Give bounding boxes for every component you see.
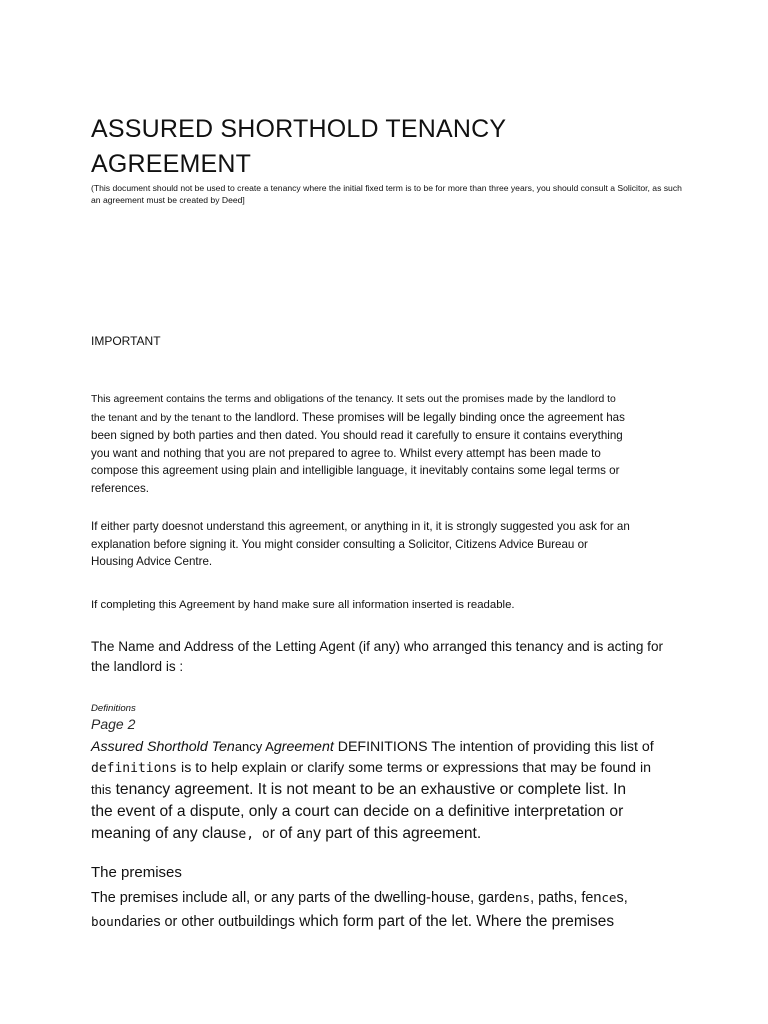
intro-line-1: This agreement contains the terms and obligations of the tenancy. It sets out the promises made by the landlord to <box>91 394 616 405</box>
defs-line-1 <box>91 736 691 758</box>
premises-line-1b: ns <box>514 890 531 905</box>
intro-line-2b: the landlord. These promises will be legally binding once the agreement has <box>231 410 625 424</box>
definitions-label: Definitions <box>91 703 136 714</box>
defs-line-5e: y part of this agreement. <box>313 825 482 842</box>
advice-paragraph <box>91 518 681 571</box>
page-number: Page 2 <box>91 716 136 732</box>
important-heading: IMPORTANT <box>91 334 161 348</box>
advice-line-3: Housing Advice Centre. <box>91 555 213 568</box>
premises-paragraph <box>91 886 691 934</box>
intro-line-2a: the tenant and by the tenant to <box>91 412 232 424</box>
document-title <box>91 112 651 182</box>
premises-line-1d: ce <box>601 890 617 905</box>
premises-line-2b: daries or other outbuildings <box>121 914 295 930</box>
advice-line-2: explanation before signing it. You might consider consulting a Solicitor, Citizens Advice Bureau or <box>91 537 588 551</box>
intro-line-6: references. <box>91 481 149 495</box>
definitions-paragraph <box>91 736 691 846</box>
title-line-1: ASSURED SHORTHOLD TENANCY <box>91 115 507 143</box>
defs-line-2a: definitions <box>91 761 178 776</box>
defs-line-5 <box>91 823 691 846</box>
letting-agent-line-1: The Name and Address of the Letting Agent (if any) who arranged this tenancy and is acting for <box>91 639 664 654</box>
letting-agent-line-2: the landlord is : <box>91 659 184 674</box>
defs-line-5a: meaning of any claus <box>91 825 239 842</box>
defs-line-1a: Assured Shorthold Ten <box>91 739 235 755</box>
defs-line-3a: this <box>91 782 112 797</box>
premises-line-1a: The premises include all, or any parts of the dwelling-house, garde <box>91 890 515 906</box>
deed-note: (This document should not be used to create a tenancy where the initial fixed term is to be for more than three years, you should consult a Solicitor, as such an agreement must be created by Deed] <box>91 183 682 205</box>
defs-line-1d: DEFINITIONS The intention of providing this list of <box>333 739 654 755</box>
defs-line-2 <box>91 758 691 779</box>
intro-line-5: compose this agreement using plain and intelligible language, it inevitably contains some legal terms or <box>91 464 620 477</box>
premises-line-2a: boun <box>91 914 122 929</box>
defs-line-5c: r of a <box>269 825 306 842</box>
defs-line-5d: n <box>305 827 314 842</box>
advice-line-1: If either party doesnot understand this agreement, or anything in it, it is strongly suggested you ask for an <box>91 520 630 533</box>
intro-line-2 <box>91 409 681 428</box>
defs-line-2b: is to help explain or clarify some terms or expressions that may be found in <box>177 760 652 776</box>
title-line-2: AGREEMENT <box>91 150 252 178</box>
readable-paragraph: If completing this Agreement by hand make sure all information inserted is readable. <box>91 599 515 611</box>
defs-line-3 <box>91 779 691 801</box>
defs-line-5b: e, o <box>238 827 270 842</box>
defs-line-1c: greement <box>273 739 334 755</box>
intro-line-3: been signed by both parties and then dated. You should read it carefully to ensure it contains everything <box>91 429 623 442</box>
premises-heading: The premises <box>91 864 182 881</box>
premises-line-2 <box>91 910 691 934</box>
premises-line-1c: , paths, fen <box>530 890 602 906</box>
defs-line-1b: ancy A <box>234 739 274 754</box>
premises-line-1e: s, <box>616 890 628 906</box>
premises-line-1 <box>91 886 691 910</box>
defs-line-3b: tenancy agreement. It is not meant to be an exhaustive or complete list. In <box>111 781 627 798</box>
premises-line-2c: which form part of the let. Where the premises <box>294 913 615 930</box>
defs-line-4: the event of a dispute, only a court can decide on a definitive interpretation or <box>91 803 624 820</box>
intro-line-4: you want and nothing that you are not prepared to agree to. Whilst every attempt has been made to <box>91 446 601 460</box>
letting-agent-paragraph <box>91 637 681 677</box>
intro-paragraph <box>91 391 681 497</box>
